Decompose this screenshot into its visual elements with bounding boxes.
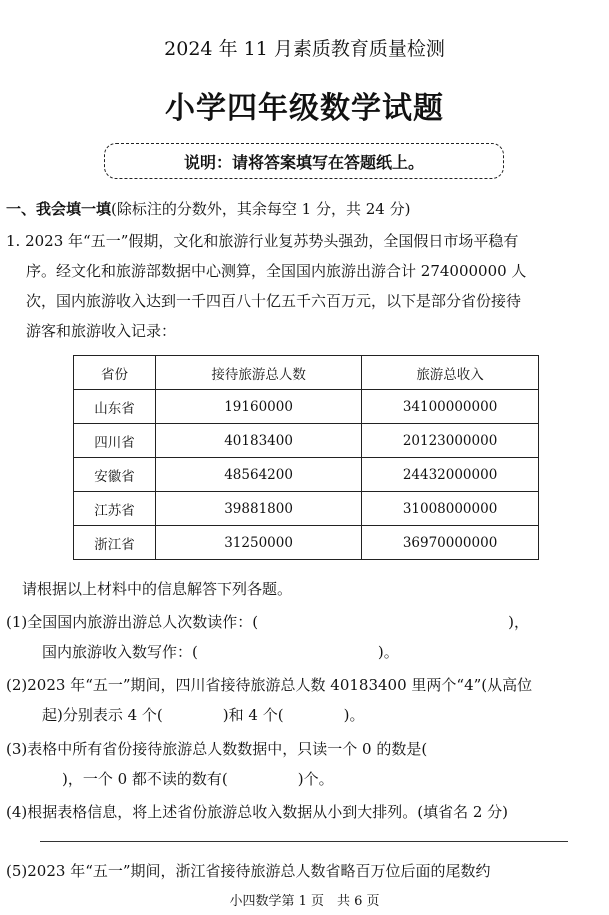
question-text: (1)全国国内旅游出游总人次数读作：(: [6, 613, 259, 631]
answer-line: [40, 841, 568, 842]
instruction-text: 说明：请将答案填写在答题纸上。: [183, 152, 424, 172]
header-income: 旅游总收入: [362, 356, 539, 390]
question-1-2b: [42, 704, 364, 725]
question-1-1b: [42, 641, 399, 662]
question-1-intro: [6, 226, 602, 346]
table-row: [74, 492, 539, 526]
table-row: [74, 390, 539, 424]
question-text: 国内旅游收入数写作：(: [42, 643, 198, 661]
question-1-2a: (2)2023 年“五一”期间，四川省接待旅游总人数 40183400 里两个“4”(从高位: [6, 676, 533, 694]
intro-line: 次，国内旅游收入达到一千四百八十亿五千六百万元，以下是部分省份接待: [26, 292, 522, 310]
section-heading: [6, 198, 410, 219]
cell-province: 安徽省: [74, 458, 156, 492]
cell-province: 浙江省: [74, 526, 156, 560]
cell-visitors: 31250000: [156, 526, 362, 560]
question-text: )，: [508, 613, 529, 631]
table-header-row: [74, 356, 539, 390]
cell-income: 31008000000: [362, 492, 539, 526]
tourism-table: [73, 355, 539, 560]
instruction-box: [104, 143, 504, 179]
question-1-1a: [6, 611, 604, 632]
cell-visitors: 19160000: [156, 390, 362, 424]
cell-visitors: 40183400: [156, 424, 362, 458]
question-1-5: (5)2023 年“五一”期间，浙江省接待旅游总人数省略百万位后面的尾数约: [6, 862, 491, 880]
question-1-3b: [42, 768, 334, 789]
cell-visitors: 39881800: [156, 492, 362, 526]
section-instructions: (除标注的分数外，其余每空 1 分，共 24 分): [111, 200, 411, 218]
cell-income: 24432000000: [362, 458, 539, 492]
cell-income: 20123000000: [362, 424, 539, 458]
cell-province: 江苏省: [74, 492, 156, 526]
questions-lead: 请根据以上材料中的信息解答下列各题。: [22, 580, 293, 598]
cell-income: 36970000000: [362, 526, 539, 560]
question-1-3a: (3)表格中所有省份接待旅游总人数数据中，只读一个 0 的数是(: [6, 740, 428, 758]
header-province: 省份: [74, 356, 156, 390]
cell-visitors: 48564200: [156, 458, 362, 492]
table-row: [74, 458, 539, 492]
subject-title: 小学四年级数学试题: [165, 91, 444, 126]
table-row: [74, 424, 539, 458]
page-footer: 小四数学第 1 页 共 6 页: [229, 894, 380, 909]
question-text: )。: [343, 706, 365, 724]
question-1-4: (4)根据表格信息，将上述省份旅游总收入数据从小到大排列。(填省名 2 分): [6, 803, 509, 821]
section-title: 一、我会填一填: [6, 200, 112, 218]
cell-province: 四川省: [74, 424, 156, 458]
intro-line: 1. 2023 年“五一”假期，文化和旅游行业复苏势头强劲，全国假日市场平稳有: [6, 232, 519, 250]
cell-income: 34100000000: [362, 390, 539, 424]
question-text: 起)分别表示 4 个(: [42, 706, 163, 724]
exam-title: 2024 年 11 月素质教育质量检测: [164, 38, 445, 60]
intro-line: 序。经文化和旅游部数据中心测算，全国国内旅游出游合计 274000000 人: [26, 262, 527, 280]
question-text: )个。: [297, 770, 334, 788]
question-text: )。: [377, 643, 399, 661]
header-visitors: 接待旅游总人数: [156, 356, 362, 390]
intro-line: 游客和旅游收入记录：: [26, 322, 177, 340]
question-text: )和 4 个(: [222, 706, 284, 724]
cell-province: 山东省: [74, 390, 156, 424]
table-row: [74, 526, 539, 560]
question-text: )，一个 0 都不读的数有(: [62, 770, 228, 788]
